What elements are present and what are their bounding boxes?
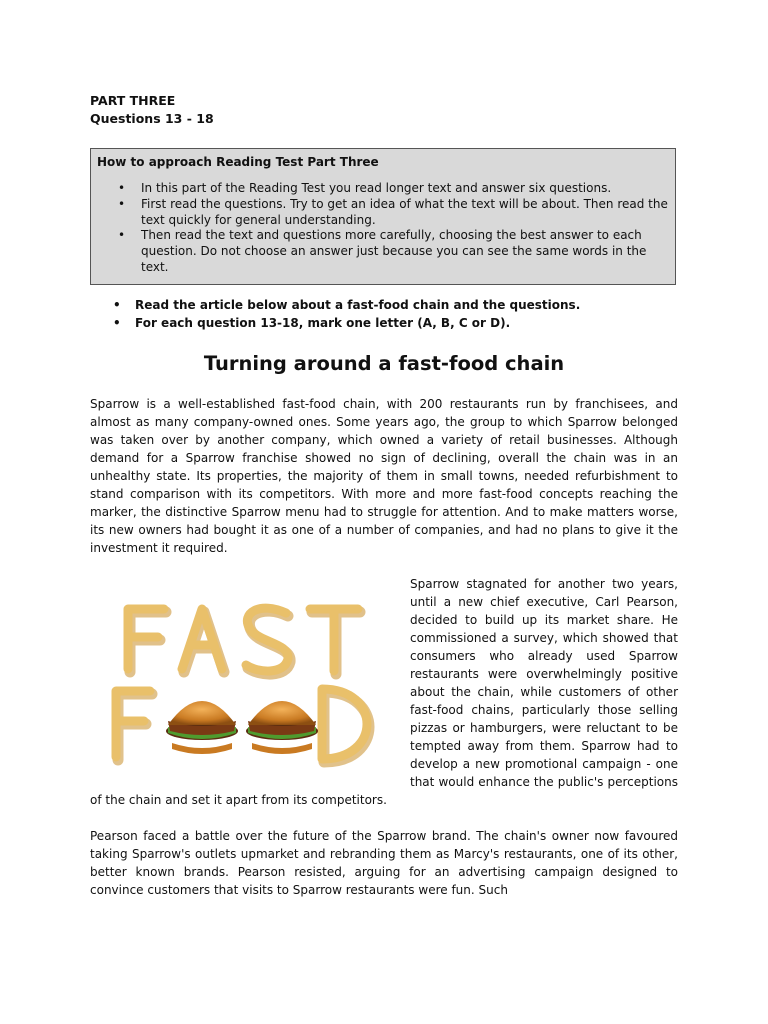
fries-letters — [116, 608, 369, 762]
article-paragraph: Sparrow is a well-established fast-food chain, with 200 restaurants run by franchisees, and almost as many company-owned ones. Some years ago, the group to which Sparrow belonged was taken over by another company, which owned a variety of retail businesses. Although demand for a Sparrow franchise showed no sign of declining, overall the chain was in an unhealthy state. Its properties, the majority of them in small towns, needed refurbishment to stand comparison with its competitors. With more and more fast-food concepts reaching the marker, the distinctive Sparrow menu had to struggle for attention. And to make matters worse, its new owners had bought it as one of a number of companies, and had no plans to give it the investment it required. — [90, 396, 678, 555]
questions-range: Questions 13 - 18 — [90, 111, 214, 126]
part-heading: PART THREE — [90, 93, 176, 108]
instruction-item: • Read the article below about a fast-food chain and the questions. — [90, 296, 678, 314]
burger-icon — [166, 701, 238, 754]
instruction-list — [90, 296, 678, 332]
approach-item: • In this part of the Reading Test you read longer text and answer six questions. — [97, 181, 669, 197]
article-paragraph: Pearson faced a battle over the future of the Sparrow brand. The chain's owner now favoured taking Sparrow's outlets upmarket and rebranding them as Marcy's restaurants, one of its other, better known brands. Pearson resisted, arguing for an advertising campaign designed to convince customers that visits to Sparrow restaurants were fun. Such — [90, 828, 678, 897]
article-paragraph: Sparrow stagnated for another two years, until a new chief executive, Carl Pearson, decided to build up its market share. He commissioned a survey, which showed that consumers who already used Sparrow restaurants were overwhelmingly positive about the chain, while customers of other fast-food chains, particularly those selling pizzas or hamburgers, were reluctant to be tempted away from them. Sparrow had to develop a new promotional campaign - one that would enhance the public's perceptions of the chain and set it apart from its competitors. — [90, 576, 678, 807]
burger-icon — [246, 701, 318, 754]
document-page — [90, 92, 678, 899]
fast-food-image — [90, 579, 390, 779]
approach-box — [90, 148, 676, 285]
instruction-item: • For each question 13-18, mark one letter (A, B, C or D). — [90, 314, 678, 332]
article-title: Turning around a fast-food chain — [203, 351, 565, 375]
article-body-with-figure — [90, 575, 678, 809]
approach-box-title: How to approach Reading Test Part Three — [97, 155, 379, 169]
approach-list — [97, 181, 669, 276]
approach-item: • First read the questions. Try to get an idea of what the text will be about. Then read the text quickly for general understanding. — [97, 197, 669, 229]
approach-item: • Then read the text and questions more carefully, choosing the best answer to each question. Do not choose an answer just because you can see the same words in the text. — [97, 228, 669, 275]
